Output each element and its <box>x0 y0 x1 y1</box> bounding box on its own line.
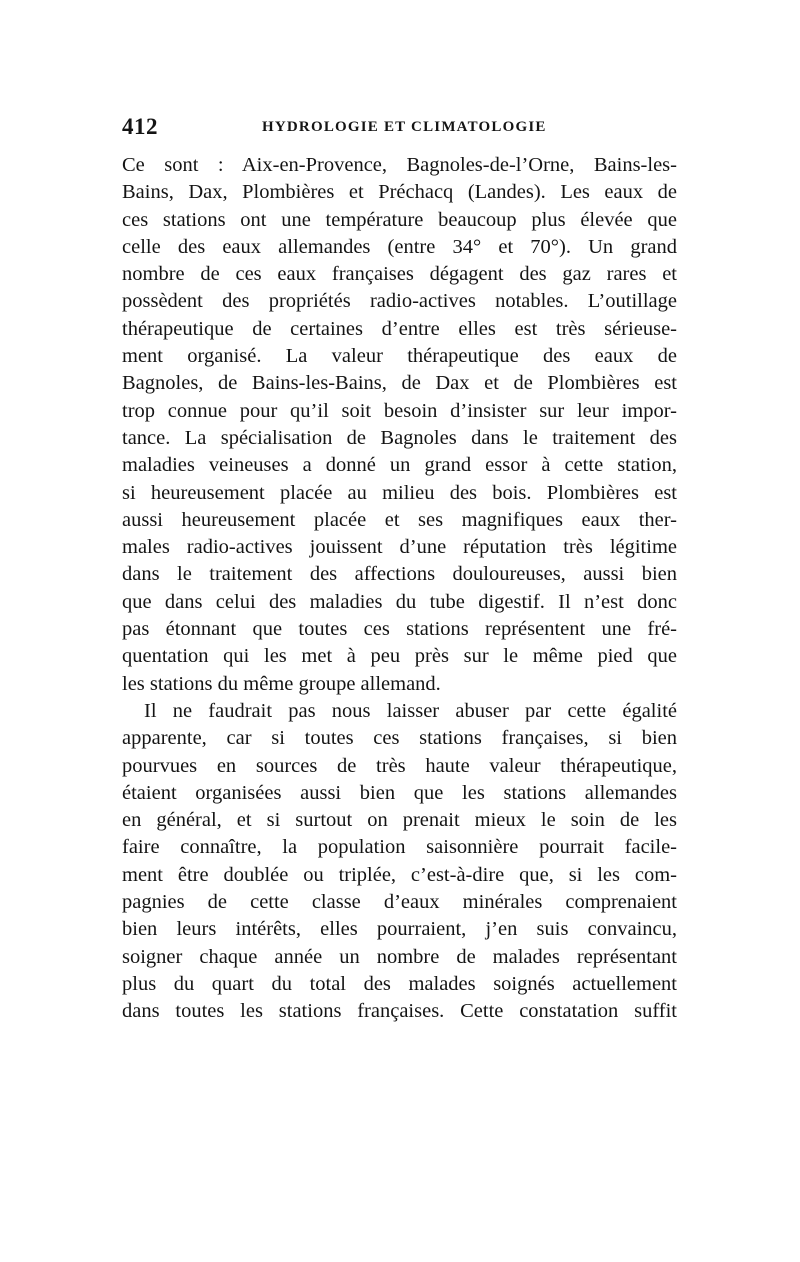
text-line: tance. La spécialisation de Bagnoles dans le traitement des <box>122 426 677 449</box>
text-line: soigner chaque année un nombre de malades représentant <box>122 945 677 968</box>
page-number: 412 <box>122 114 158 139</box>
text-line: étaient organisées aussi bien que les stations allemandes <box>122 781 677 804</box>
text-line: ces stations ont une température beaucoup plus élevée que <box>122 208 677 231</box>
text-line: faire connaître, la population saisonnière pourrait facile- <box>122 836 677 859</box>
text-line: Bagnoles, de Bains-les-Bains, de Dax et de Plombières est <box>122 372 677 395</box>
text-line: males radio-actives jouissent d’une réputation très légitime <box>122 536 677 559</box>
text-line: ment être doublée ou triplée, c’est-à-dire que, si les com- <box>122 863 677 886</box>
paragraph-1 <box>122 152 677 698</box>
running-title: HYDROLOGIE ET CLIMATOLOGIE <box>262 119 547 135</box>
text-line: plus du quart du total des malades soignés actuellement <box>122 972 677 995</box>
text-line: Bains, Dax, Plombières et Préchacq (Landes). Les eaux de <box>122 181 677 204</box>
text-line: Il ne faudrait pas nous laisser abuser par cette égalité <box>144 699 677 722</box>
text-line: ment organisé. La valeur thérapeutique des eaux de <box>122 345 677 368</box>
text-line: quentation qui les met à peu près sur le même pied que <box>122 645 677 668</box>
text-line: Ce sont : Aix-en-Provence, Bagnoles-de-l’Orne, Bains-les- <box>122 154 677 176</box>
text-line: dans toutes les stations françaises. Cette constatation suffit <box>122 1000 677 1023</box>
text-line: dans le traitement des affections douloureuses, aussi bien <box>122 563 677 586</box>
text-line: si heureusement placée au milieu des bois. Plombières est <box>122 481 677 504</box>
text-line: bien leurs intérêts, elles pourraient, j’en suis convaincu, <box>122 918 677 941</box>
text-line: maladies veineuses a donné un grand essor à cette station, <box>122 454 677 477</box>
text-line: les stations du même groupe allemand. <box>122 672 441 695</box>
text-line: pagnies de cette classe d’eaux minérales comprenaient <box>122 891 677 914</box>
text-line: celle des eaux allemandes (entre 34° et 70°). Un grand <box>122 235 677 258</box>
text-line: aussi heureusement placée et ses magnifiques eaux ther- <box>122 508 677 531</box>
paragraph-2 <box>122 698 677 1026</box>
text-line: thérapeutique de certaines d’entre elles est très sérieuse- <box>122 317 677 340</box>
text-line: en général, et si surtout on prenait mieux le soin de les <box>122 809 677 832</box>
running-head <box>122 114 682 144</box>
text-line: nombre de ces eaux françaises dégagent des gaz rares et <box>122 263 677 286</box>
body-text <box>122 152 677 1026</box>
text-line: possèdent des propriétés radio-actives notables. L’outillage <box>122 290 677 313</box>
text-line: que dans celui des maladies du tube digestif. Il n’est donc <box>122 590 677 613</box>
text-line: pourvues en sources de très haute valeur thérapeutique, <box>122 754 677 777</box>
text-line: trop connue pour qu’il soit besoin d’insister sur leur impor- <box>122 399 677 422</box>
text-line: pas étonnant que toutes ces stations représentent une fré- <box>122 618 677 641</box>
text-line: apparente, car si toutes ces stations françaises, si bien <box>122 727 677 750</box>
